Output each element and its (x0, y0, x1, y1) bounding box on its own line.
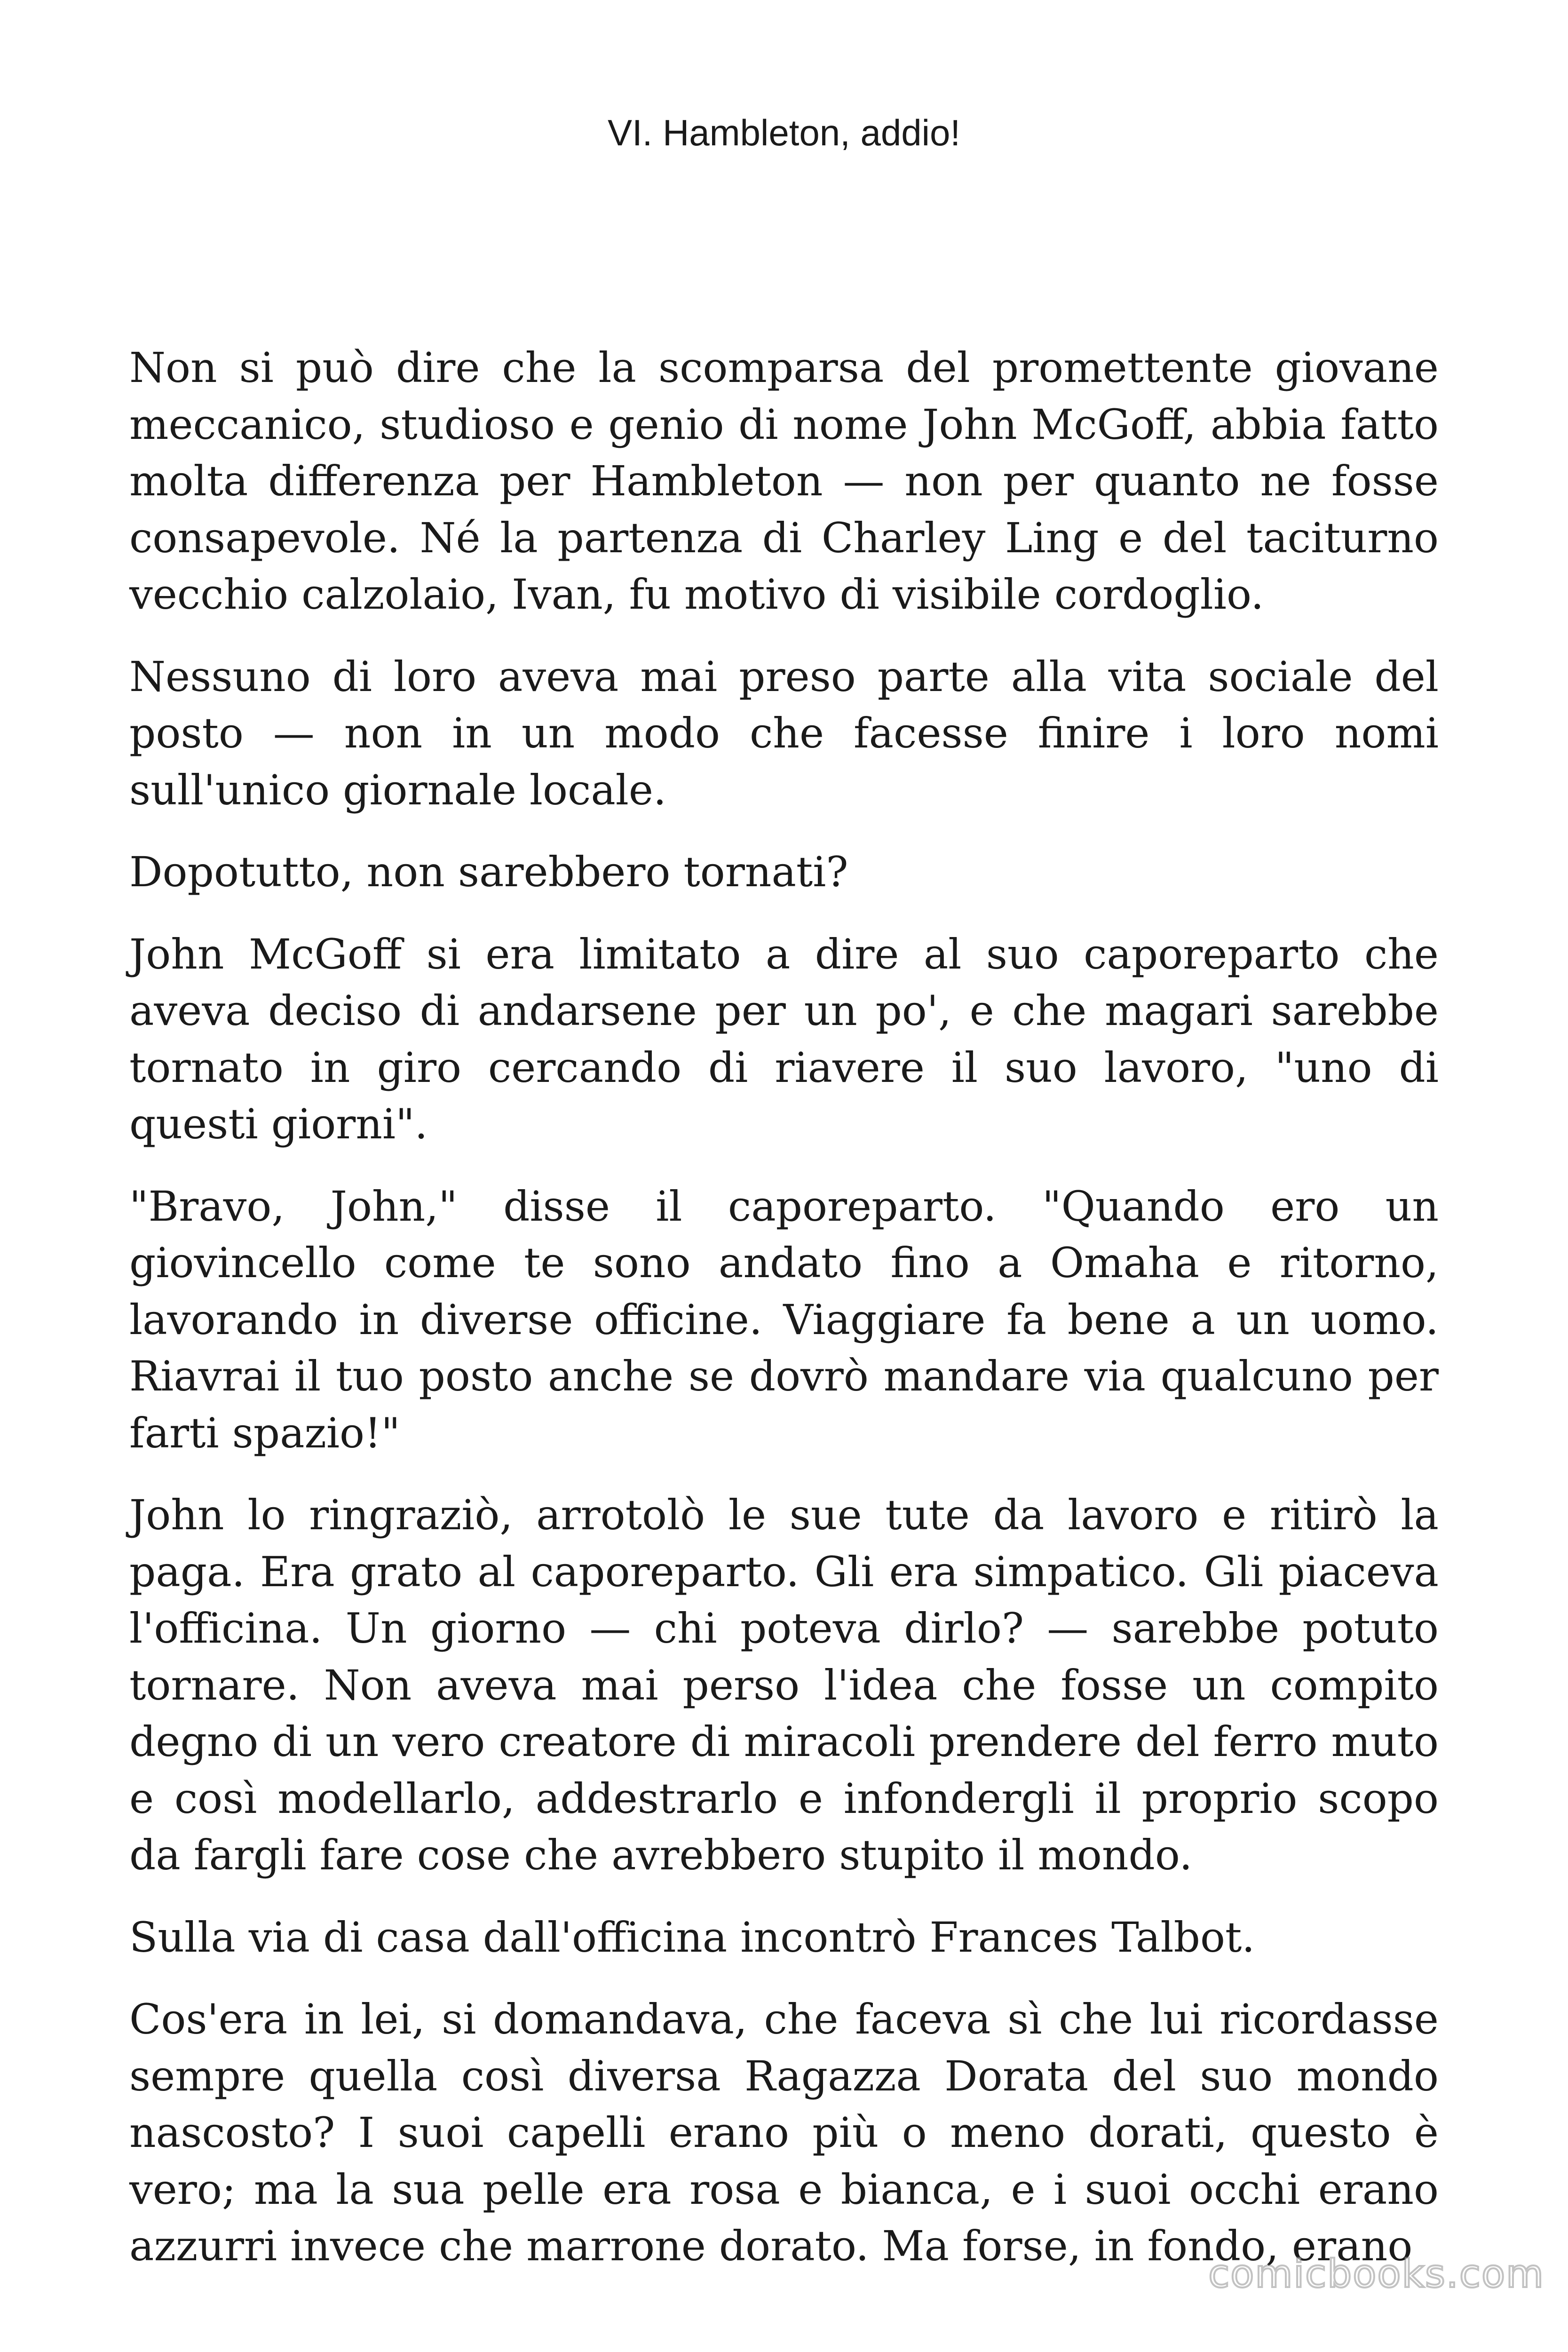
paragraph: John lo ringraziò, arrotolò le sue tute da lavoro e ritirò la paga. Era grato al caporeparto. Gli era simpatico. Gli piaceva l'officina. Un giorno — chi poteva dirlo? — sarebbe potuto tornare. Non aveva mai perso l'idea che fosse un compito degno di un vero creatore di miracoli prendere del ferro muto e così modellarlo, addestrarlo e infondergli il proprio scopo da fargli fare cose che avrebbero stupito il mondo. (129, 1491, 1439, 1879)
paragraph: Cos'era in lei, si domandava, che faceva sì che lui ricordasse sempre quella così diversa Ragazza Dorata del suo mondo nascosto? I suoi capelli erano più o meno dorati, questo è vero; ma la sua pelle era rosa e bianca, e i suoi occhi erano azzurri invece che marrone dorato. Ma forse, in fondo, erano (129, 1995, 1439, 2270)
paragraph: Nessuno di loro aveva mai preso parte alla vita sociale del posto — non in un modo che facesse finire i loro nomi sull'unico giornale locale. (129, 652, 1439, 814)
paragraph: Dopotutto, non sarebbero tornati? (129, 848, 848, 896)
paragraph: Non si può dire che la scomparsa del promettente giovane meccanico, studioso e genio di nome John McGoff, abbia fatto molta differenza per Hambleton — non per quanto ne fosse consapevole. Né la partenza di Charley Ling e del taciturno vecchio calzolaio, Ivan, fu motivo di visibile cordoglio. (129, 343, 1439, 619)
paragraph: John McGoff si era limitato a dire al suo caporeparto che aveva deciso di andarsene per un po', e che magari sarebbe tornato in giro cercando di riavere il suo lavoro, "uno di questi giorni". (129, 930, 1439, 1148)
chapter-title: VI. Hambleton, addio! (607, 112, 961, 153)
paragraph: "Bravo, John," disse il caporeparto. "Quando ero un giovincello come te sono andato fino a Omaha e ritorno, lavorando in diverse officine. Viaggiare fa bene a un uomo. Riavrai il tuo posto anche se dovrò mandare via qualcuno per farti spazio!" (129, 1182, 1439, 1457)
paragraph: Sulla via di casa dall'officina incontrò Frances Talbot. (129, 1913, 1255, 1962)
watermark: comicbooks.com (1208, 2252, 1544, 2296)
chapter-body (129, 340, 1439, 2300)
